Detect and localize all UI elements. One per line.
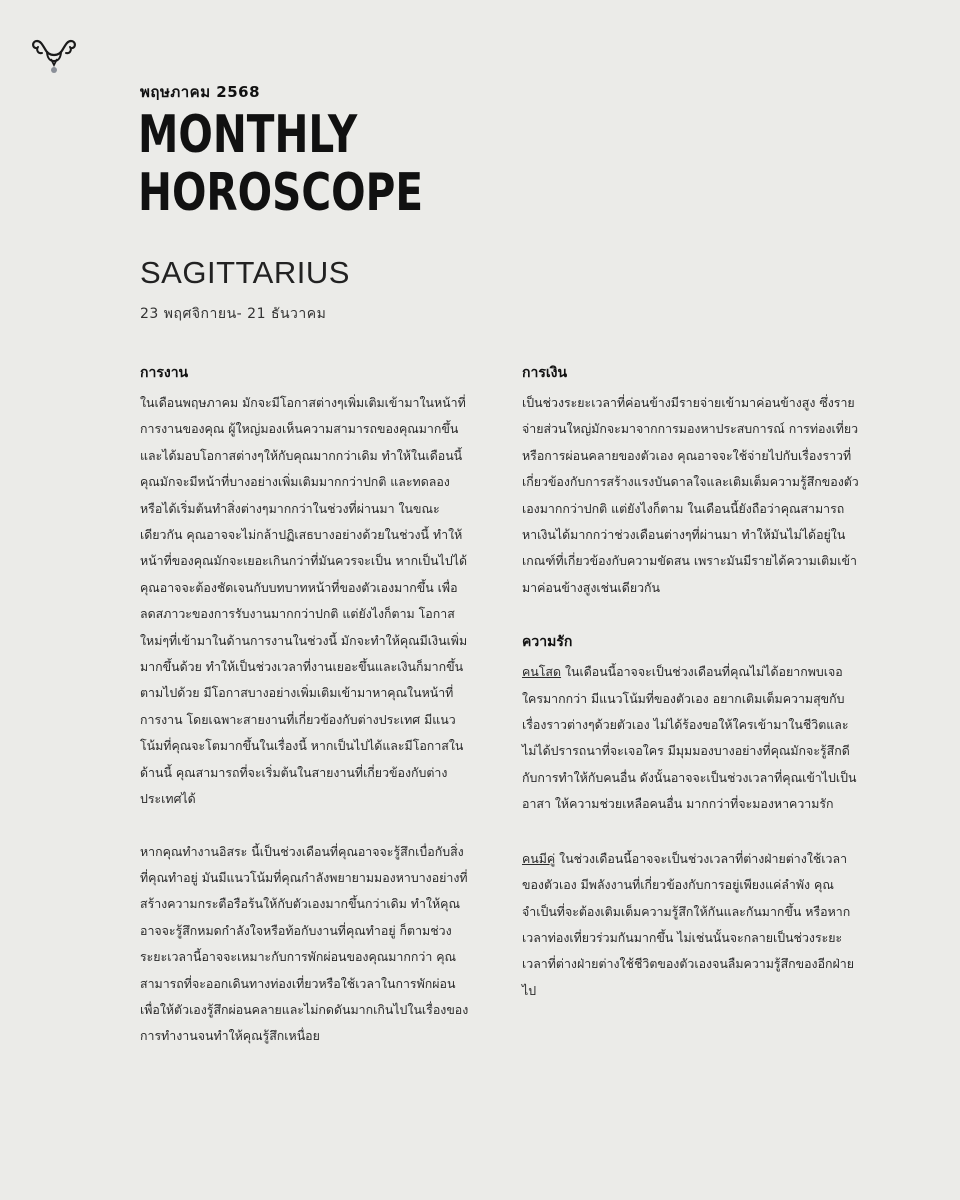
work-section xyxy=(140,360,470,1050)
love-couple-label: คนมีคู่ xyxy=(522,850,556,866)
title-line-monthly: MONTHLY xyxy=(138,105,358,165)
love-heading: ความรัก xyxy=(522,634,573,651)
love-single-label: คนโสด xyxy=(522,664,562,680)
month-year-label: พฤษภาคม 2568 xyxy=(140,83,261,101)
work-paragraph-1: ในเดือนพฤษภาคม มักจะมีโอกาสต่างๆเพิ่มเติมเข้ามาในหน้าที่การงานของคุณ ผู้ใหญ่มองเห็นความสามารถของคุณมากขึ้นและได้มอบโอกาสต่างๆให้กับคุณมากกว่าเดิม ทำให้ในเดือนนี้คุณมักจะมีหน้าที่บางอย่างเพิ่มเติมมากกว่าปกติ และทดลองหรือได้เริ่มต้นทำสิ่งต่างๆมากกว่าในช่วงที่ผ่านมา ในขณะเดียวกัน คุณอาจจะไม่กล้าปฏิเสธบางอย่างด้วยในช่วงนี้ ทำให้หน้าที่ของคุณมักจะเยอะเกินกว่าที่มันควรจะเป็น หากเป็นไปได้คุณอาจจะต้องชัดเจนกับบทบาทหน้าที่ของตัวเองมากขึ้น เพื่อลดสภาวะของการรับงานมากกว่าปกติ แต่ยังไงก็ตาม โอกาสใหม่ๆที่เข้ามาในด้านการงานในช่วงนี้ มักจะทำให้คุณมีเงินเพิ่มมากขึ้นด้วย ทำให้เป็นช่วงเวลาที่งานเยอะขึ้นและเงินก็มากขึ้นตามไปด้วย มีโอกาสบางอย่างเพิ่มเติมเข้ามาหาคุณในหน้าที่การงาน โดยเฉพาะสายงานที่เกี่ยวข้องกับต่างประเทศ มีแนวโน้มที่คุณจะโตมากขึ้นในเรื่องนี้ หากเป็นไปได้และมีโอกาสในด้านนี้ คุณสามารถที่จะเริ่มต้นในสายงานที่เกี่ยวข้องกับต่างประเทศได้ xyxy=(140,395,468,807)
love-single-paragraph xyxy=(522,659,860,817)
zodiac-date-range: 23 พฤศจิกายน- 21 ธันวาคม xyxy=(140,306,327,322)
love-couple-paragraph xyxy=(522,846,860,1004)
money-heading: การเงิน xyxy=(522,365,568,381)
money-love-section xyxy=(522,360,860,1004)
love-couple-text: ในช่วงเดือนนี้อาจจะเป็นช่วงเวลาที่ต่างฝ่ายต่างใช้เวลาของตัวเอง มีพลังงานที่เกี่ยวข้องกับการอยู่เพียงแค่ลำพัง คุณจำเป็นที่จะต้องเติมเต็มความรู้สึกให้กันและกันมากขึ้น หรือหากเวลาท่องเที่ยวร่วมกันมากขึ้น ไม่เช่นนั้นจะกลายเป็นช่วงระยะเวลาที่ต่างฝ่ายต่างใช้ชีวิตของตัวเองจนลืมความรู้สึกของอีกฝ่ายไป xyxy=(522,850,855,998)
page-title xyxy=(138,106,423,222)
work-heading: การงาน xyxy=(140,365,189,381)
money-paragraph: เป็นช่วงระยะเวลาที่ค่อนข้างมีรายจ่ายเข้ามาค่อนข้างสูง ซึ่งรายจ่ายส่วนใหญ่มักจะมาจากการมองหาประสบการณ์ การท่องเที่ยวหรือการผ่อนคลายของตัวเอง คุณอาจจะใช้จ่ายไปกับเรื่องราวที่เกี่ยวข้องกับการสร้างแรงบันดาลใจและเติมเต็มความรู้สึกของตัวเองมากกว่าปกติ แต่ยังไงก็ตาม ในเดือนนี้ยังถือว่าคุณสามารถหาเงินได้มากกว่าช่วงเดือนต่างๆที่ผ่านมา ทำให้มันไม่ได้อยู่ในเกณฑ์ที่เกี่ยวข้องกับความขัดสน เพราะมันมีรายได้ความเติมเข้ามาค่อนข้างสูงเช่นเดียวกัน xyxy=(522,395,859,595)
title-line-horoscope: HOROSCOPE xyxy=(138,163,424,223)
work-paragraph-2: หากคุณทำงานอิสระ นี้เป็นช่วงเดือนที่คุณอาจจะรู้สึกเบื่อกับสิ่งที่คุณทำอยู่ มันมีแนวโน้มที่คุณกำลังพยายามมองหาบางอย่างที่สร้างความกระตือรือร้นให้กับตัวเองมากขึ้นกว่าเดิม ทำให้คุณอาจจะรู้สึกหมดกำลังใจหรือท้อกับงานที่คุณทำอยู่ ก็ตามช่วงระยะเวลานี้อาจจะเหมาะกับการพักผ่อนของคุณมากกว่า คุณสามารถที่จะออกเดินทางท่องเที่ยวหรือใช้เวลาในการพักผ่อนเพื่อให้ตัวเองรู้สึกผ่อนคลายและไม่กดดันมากเกินไปในเรื่องของการทำงานจนทำให้คุณรู้สึกเหนื่อย xyxy=(140,843,469,1044)
zodiac-sign-name: SAGITTARIUS xyxy=(140,255,350,290)
love-single-text: ในเดือนนี้อาจจะเป็นช่วงเดือนที่คุณไม่ได้อยากพบเจอใครมากกว่า มีแนวโน้มที่ของตัวเอง อยากเติมเต็มความสุขกับเรื่องราวต่างๆด้วยตัวเอง ไม่ได้ร้องขอให้ใครเข้ามาในชีวิตและไม่ได้ปรารถนาที่จะเจอใคร มีมุมมองบางอย่างที่คุณมักจะรู้สึกดีกับการทำให้กับคนอื่น ดังนั้นอาจจะเป็นช่วงเวลาที่คุณเข้าไปเป็นอาสา ให้ความช่วยเหลือคนอื่น มากกว่าที่จะมองหาความรัก xyxy=(522,664,857,812)
ram-logo-icon xyxy=(30,38,78,78)
